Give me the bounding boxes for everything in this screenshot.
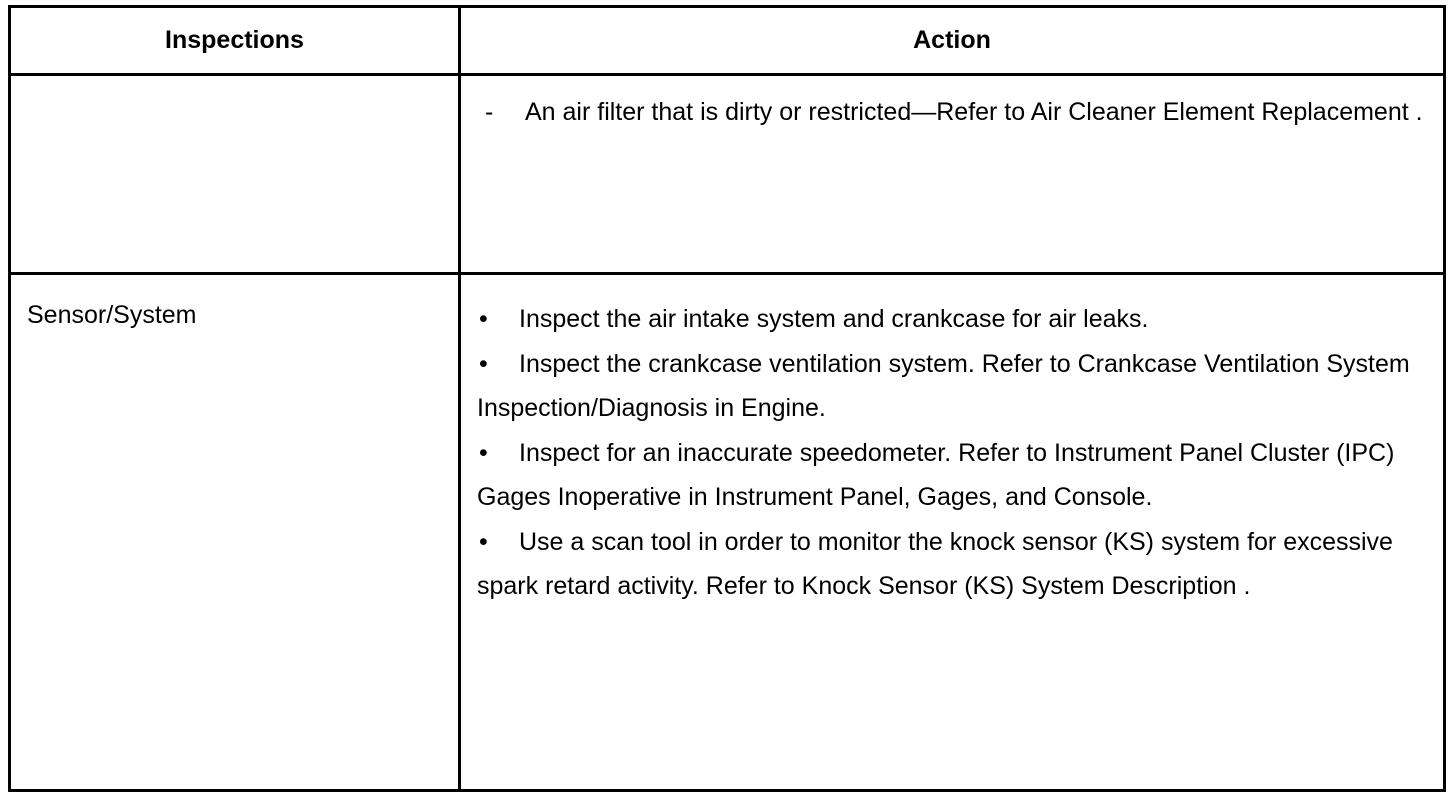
action-list xyxy=(461,275,1443,609)
bullet-marker: • xyxy=(479,349,488,378)
action-item-text: Inspect the air intake system and crankcase for air leaks. xyxy=(519,305,1149,333)
action-item xyxy=(477,297,1443,342)
dash-marker: - xyxy=(485,98,494,126)
header-action: Action xyxy=(460,7,1445,75)
action-item-text: An air filter that is dirty or restricted—Refer to Air Cleaner Element Replacement . xyxy=(525,98,1423,126)
bullet-marker: • xyxy=(479,305,488,333)
inspection-cell xyxy=(10,75,460,274)
action-item xyxy=(477,342,1443,431)
table-header-row xyxy=(10,7,1445,75)
header-inspections: Inspections xyxy=(10,7,460,75)
action-item-text: Use a scan tool in order to monitor the knock sensor (KS) system for excessive spark retard activity. Refer to Knock Sensor (KS) System Description . xyxy=(477,527,1393,600)
inspection-label: Sensor/System xyxy=(27,301,197,329)
action-cell xyxy=(460,75,1445,274)
action-item xyxy=(483,94,1443,130)
bullet-marker: • xyxy=(479,438,488,467)
action-item-text: Inspect the crankcase ventilation system. Refer to Crankcase Ventilation System Inspection/Diagnosis in Engine. xyxy=(477,349,1410,422)
action-item-text: Inspect for an inaccurate speedometer. Refer to Instrument Panel Cluster (IPC) Gages Inoperative in Instrument Panel, Gages, and Console. xyxy=(477,438,1395,511)
bullet-marker: • xyxy=(479,527,488,556)
inspection-cell xyxy=(10,274,460,791)
table-row xyxy=(10,274,1445,791)
action-cell xyxy=(460,274,1445,791)
action-item xyxy=(477,431,1443,520)
inspection-label xyxy=(11,76,458,94)
action-item xyxy=(477,520,1443,609)
action-list xyxy=(461,76,1443,130)
table-row xyxy=(10,75,1445,274)
inspection-table xyxy=(8,5,1446,792)
